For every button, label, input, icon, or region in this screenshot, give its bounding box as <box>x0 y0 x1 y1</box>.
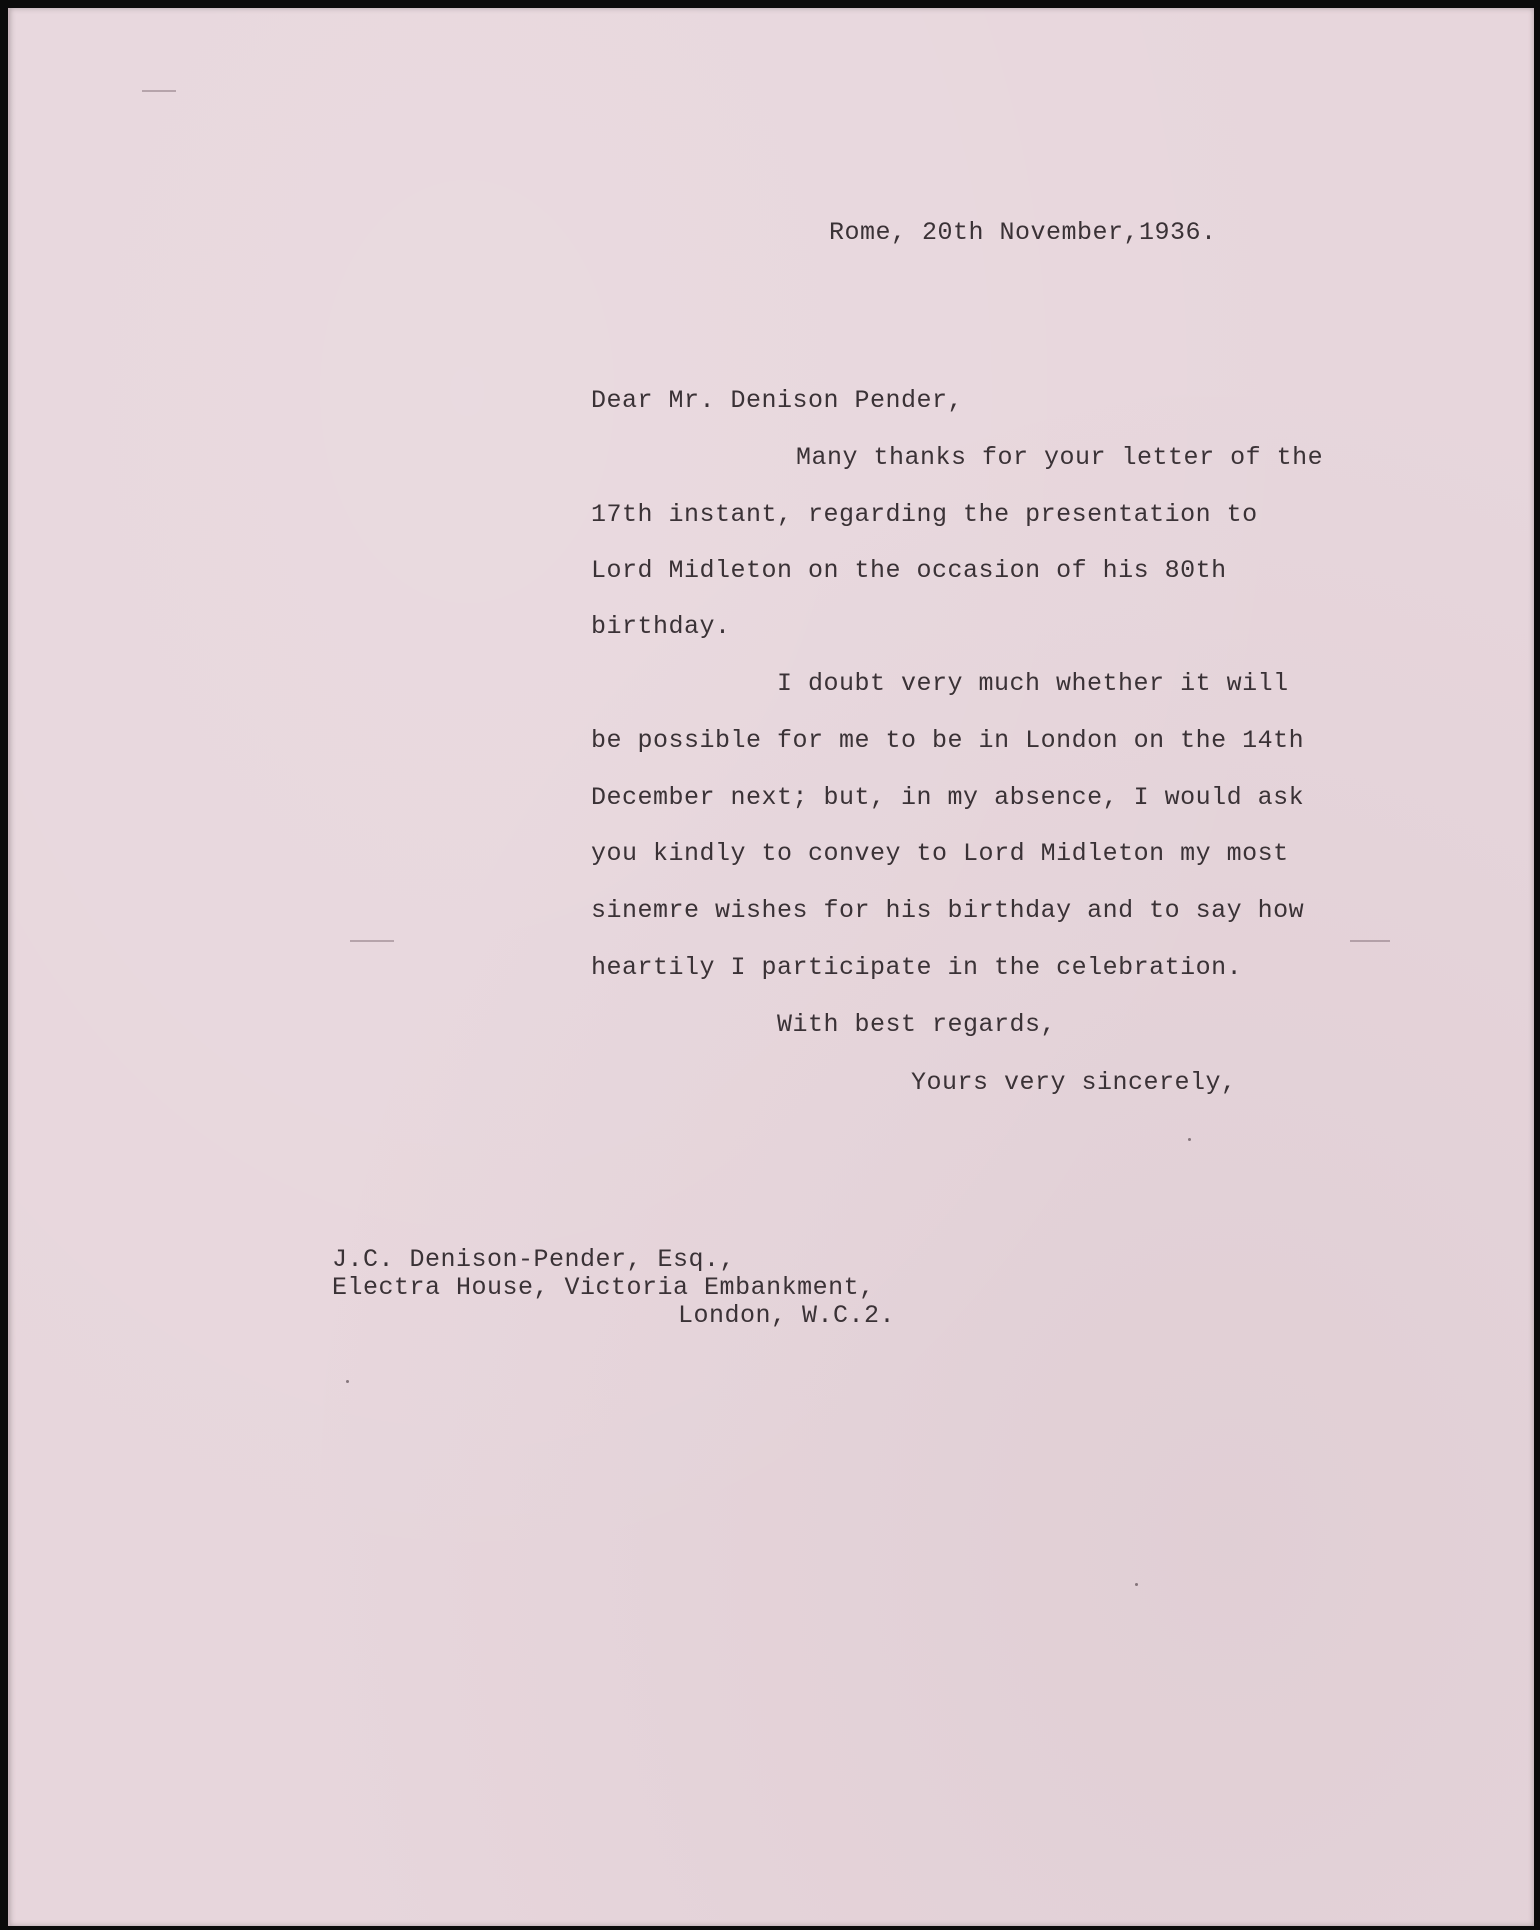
paper-speck <box>1135 1583 1138 1586</box>
paper-speck <box>1188 1138 1191 1141</box>
body-line: be possible for me to be in London on the 14th <box>591 726 1305 755</box>
letter-page <box>8 8 1534 1926</box>
body-line: Many thanks for your letter of the <box>796 443 1324 472</box>
address-line: J.C. Denison-Pender, Esq., <box>332 1245 736 1274</box>
body-line: sinemre wishes for his birthday and to say how <box>591 896 1305 925</box>
body-line: birthday. <box>591 612 731 641</box>
body-line: 17th instant, regarding the presentation to <box>591 500 1258 529</box>
margin-tick <box>350 940 394 942</box>
paper-speck <box>346 1380 349 1383</box>
body-line: you kindly to convey to Lord Midleton my most <box>591 839 1289 868</box>
body-line: Lord Midleton on the occasion of his 80th <box>591 556 1227 585</box>
signoff: Yours very sincerely, <box>911 1068 1237 1097</box>
salutation: Dear Mr. Denison Pender, <box>591 386 964 415</box>
body-line: I doubt very much whether it will <box>777 669 1289 698</box>
dateline: Rome, 20th November,1936. <box>829 218 1217 247</box>
body-line: heartily I participate in the celebration. <box>591 953 1243 982</box>
address-line: London, W.C.2. <box>678 1301 896 1330</box>
margin-tick <box>1350 940 1390 942</box>
address-line: Electra House, Victoria Embankment, <box>332 1273 875 1302</box>
closing: With best regards, <box>777 1010 1057 1039</box>
margin-tick <box>142 90 176 92</box>
body-line: December next; but, in my absence, I would ask <box>591 783 1305 812</box>
